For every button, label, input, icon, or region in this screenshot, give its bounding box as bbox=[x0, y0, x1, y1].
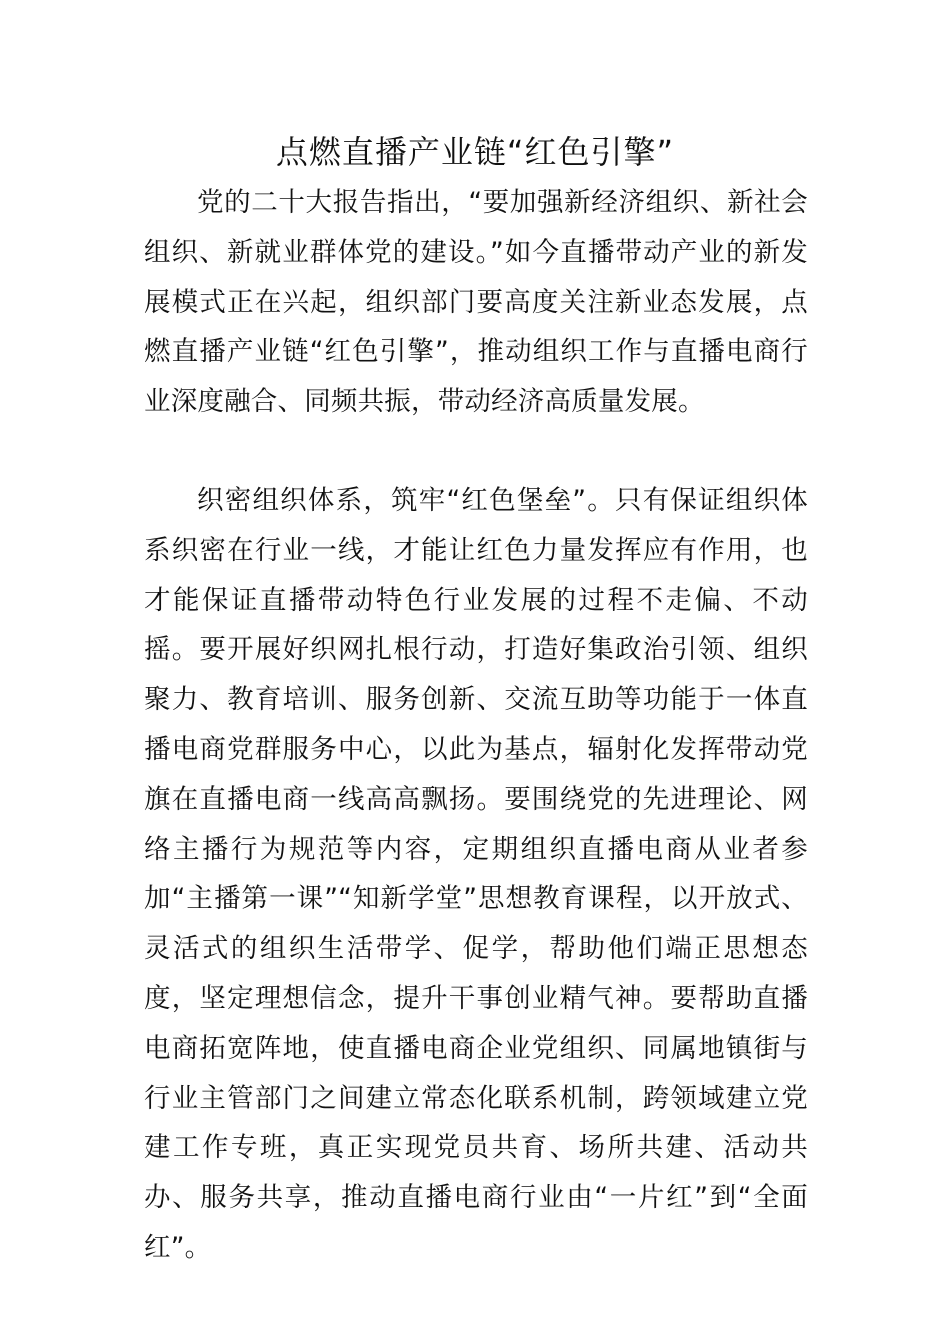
paragraph-organization-system: 织密组织体系，筑牢“红色堡垒”。只有保证组织体系织密在行业一线，才能让红色力量发挥应有作用，也才能保证直播带动特色行业发展的过程不走偏、不动摇。要开展好织网扎根行动，打造好集政治引领、组织聚力、教育培训、服务创新、交流互助等功能于一体直播电商党群服务中心，以此为基点，辐射化发挥带动党旗在直播电商一线高高飘扬。要围绕党的先进理论、网络主播行为规范等内容，定期组织直播电商从业者参加“主播第一课”“知新学堂”思想教育课程，以开放式、灵活式的组织生活带学、促学，帮助他们端正思想态度，坚定理想信念，提升干事创业精气神。要帮助直播电商拓宽阵地，使直播电商企业党组织、同属地镇街与行业主管部门之间建立常态化联系机制，跨领域建立党建工作专班，真正实现党员共育、场所共建、活动共办、服务共享，推动直播电商行业由“一片红”到“全面红”。 bbox=[144, 485, 808, 1263]
paragraph-intro: 党的二十大报告指出，“要加强新经济组织、新社会组织、新就业群体党的建设。”如今直播带动产业的新发展模式正在兴起，组织部门要高度关注新业态发展，点燃直播产业链“红色引擎”，推动组织工作与直播电商行业深度融合、同频共振，带动经济高质量发展。 bbox=[144, 187, 808, 418]
document-title: 点燃直播产业链“红色引擎” bbox=[275, 133, 675, 171]
